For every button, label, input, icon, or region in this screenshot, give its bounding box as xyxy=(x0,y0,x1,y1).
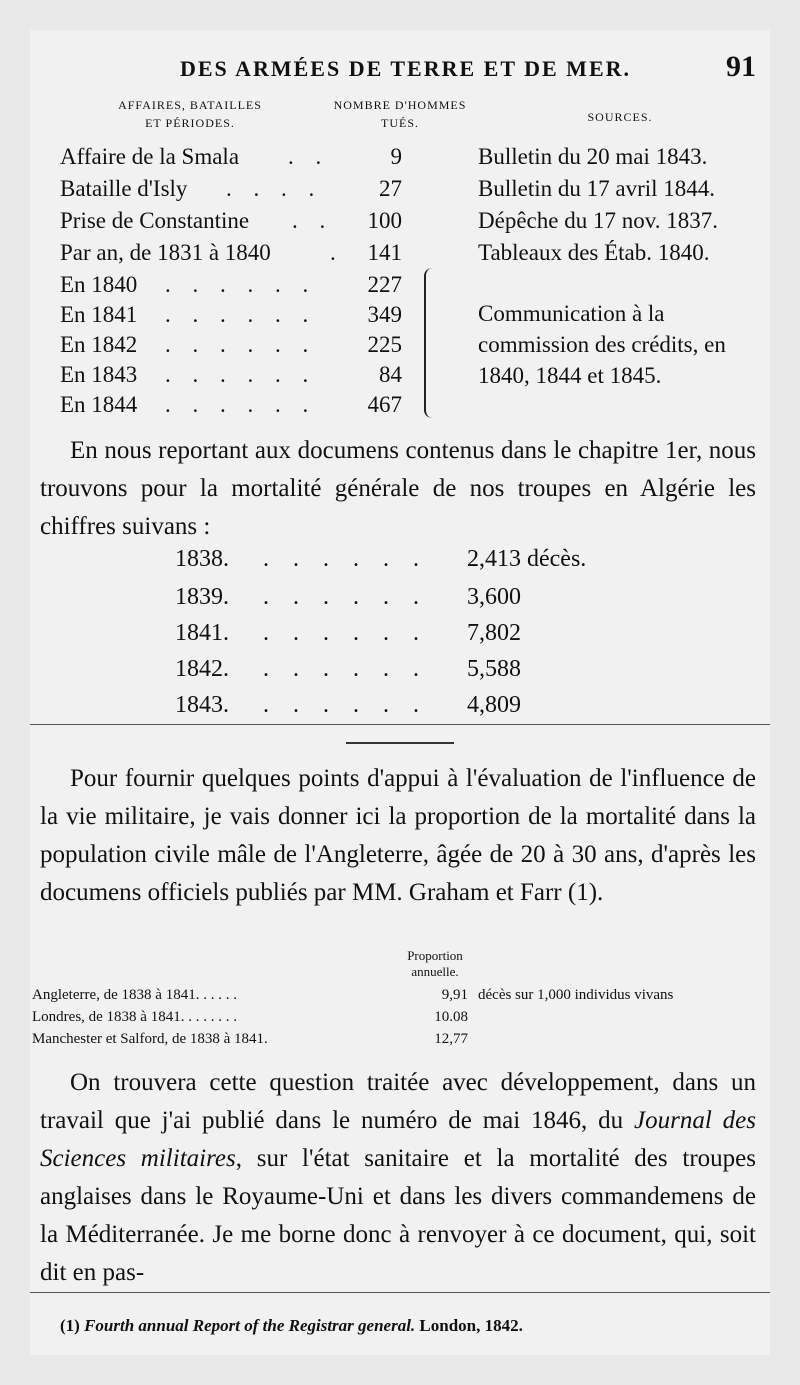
year-label: 1842. xyxy=(175,656,229,682)
table-row xyxy=(30,270,770,300)
table-row xyxy=(30,174,770,204)
col-heading-affaires xyxy=(100,96,280,132)
col-heading-sources: SOURCES. xyxy=(587,110,653,124)
short-divider xyxy=(346,742,454,744)
year-dots: . . . . . . xyxy=(263,620,428,646)
list-item xyxy=(175,690,595,720)
footnote-place-date: London, 1842. xyxy=(419,1316,523,1335)
row-value: 84 xyxy=(379,362,402,387)
row-label: Londres, de 1838 à 1841. . . . . . . . xyxy=(32,1009,237,1025)
row-label: Bataille d'Isly xyxy=(60,176,188,201)
year-label: 1841. xyxy=(175,620,229,646)
book-page xyxy=(30,30,770,1355)
row-dots: . . xyxy=(292,208,334,233)
year-dots: . . . . . . xyxy=(263,584,428,610)
table-row xyxy=(30,142,770,172)
running-title: DES ARMÉES DE TERRE ET DE MER. xyxy=(180,56,632,81)
year-dots: . . . . . . xyxy=(263,656,428,682)
running-header xyxy=(30,46,770,86)
row-label: Prise de Constantine xyxy=(60,208,250,233)
row-source: Tableaux des Étab. 1840. xyxy=(478,240,710,265)
row-dots: . xyxy=(330,240,344,265)
row-dots: . . . . . . xyxy=(165,272,317,297)
table-row xyxy=(30,206,770,236)
row-dots: . . . . . . xyxy=(165,362,317,387)
footnote xyxy=(60,1316,760,1336)
table-row xyxy=(32,1006,768,1028)
row-label: Par an, de 1831 à 1840 xyxy=(60,240,271,265)
year-label: 1843. xyxy=(175,692,229,718)
row-value: 100 xyxy=(367,208,402,233)
footnote-divider xyxy=(30,1292,770,1293)
row-value: 27 xyxy=(379,176,402,201)
year-value: 4,809 xyxy=(467,692,521,718)
year-value: 2,413 décès. xyxy=(467,546,587,572)
year-dots: . . . . . . xyxy=(263,692,428,718)
year-dots: . . . . . . xyxy=(263,546,428,572)
row-label: Manchester et Salford, de 1838 à 1841. xyxy=(32,1031,268,1047)
paragraph-text: Pour fournir quelques points d'appui à l'évaluation de l'influence de la vie militaire, je vais donner ici la proportion de la mortalité dans la population civile mâle de l'Angleterre, âgée de 20 à 30 ans, d'après les documens officiels publiés par MM. Graham et Farr (1). xyxy=(40,765,756,906)
row-value: 9,91 xyxy=(441,987,468,1003)
row-label: En 1842 xyxy=(60,332,138,357)
list-item xyxy=(175,582,595,612)
row-label: En 1843 xyxy=(60,362,138,387)
list-item xyxy=(175,544,595,574)
year-label: 1838. xyxy=(175,546,229,572)
row-value: 141 xyxy=(367,240,402,265)
year-value: 3,600 xyxy=(467,584,521,610)
col-heading-nombre-line1: NOMBRE D'HOMMES xyxy=(333,98,467,112)
row-value: 12,77 xyxy=(434,1031,468,1047)
row-value: 467 xyxy=(367,392,402,417)
journal-title: Journal des Sciences militaires xyxy=(40,1107,756,1172)
row-label: En 1840 xyxy=(60,272,138,297)
col-heading-affaires-line1: AFFAIRES, BATAILLES xyxy=(118,98,262,112)
row-dots: . . . . . . xyxy=(165,332,317,357)
table-row xyxy=(30,238,770,268)
grouping-brace xyxy=(424,268,440,418)
row-source: Dépêche du 17 nov. 1837. xyxy=(478,208,718,233)
paragraph-text: En nous reportant aux documens contenus dans le chapitre 1er, nous trouvons pour la mortalité générale de nos troupes en Algérie les chiffres suivans : xyxy=(40,437,756,540)
page-number: 91 xyxy=(726,50,756,83)
col-heading-nombre-line2: TUÉS. xyxy=(381,116,419,130)
row-dots: . . . . . . xyxy=(165,302,317,327)
row-value: 227 xyxy=(367,272,402,297)
row-label: Affaire de la Smala xyxy=(60,144,240,169)
paragraph-text: On trouvera cette question traitée avec développement, dans un travail que j'ai publié dans le numéro de mai 1846, du xyxy=(40,1069,756,1134)
divider xyxy=(30,724,770,725)
row-dots: . . . . xyxy=(226,176,323,201)
table-row xyxy=(32,1028,768,1050)
footnote-title: Fourth annual Report of the Registrar general. xyxy=(84,1316,416,1335)
row-value: 9 xyxy=(390,144,402,169)
table-row xyxy=(32,984,768,1006)
year-value: 5,588 xyxy=(467,656,521,682)
year-value: 7,802 xyxy=(467,620,521,646)
proportion-heading xyxy=(380,948,490,980)
row-label: En 1844 xyxy=(60,392,138,417)
proportion-heading-line2: annuelle. xyxy=(411,964,459,979)
row-value: 10.08 xyxy=(434,1009,468,1025)
row-value: 225 xyxy=(367,332,402,357)
row-dots: . . . . . . xyxy=(165,392,317,417)
table-row xyxy=(30,390,770,420)
paragraph-civil-mortality xyxy=(40,760,756,912)
paragraph-mortality-intro xyxy=(40,432,756,546)
year-label: 1839. xyxy=(175,584,229,610)
footnote-mark: (1) xyxy=(60,1316,80,1335)
row-label: Angleterre, de 1838 à 1841. . . . . . xyxy=(32,987,237,1003)
row-value: 349 xyxy=(367,302,402,327)
proportion-heading-line1: Proportion xyxy=(407,948,463,963)
list-item xyxy=(175,654,595,684)
row-label: En 1841 xyxy=(60,302,138,327)
col-heading-nombre xyxy=(320,96,480,132)
list-item xyxy=(175,618,595,648)
paragraph-text-cont: , sur l'état sanitaire et la mortalité des troupes anglaises dans le Royaume-Uni et dans les divers commandemens de la Méditerranée. Je me borne donc à renvoyer à ce document, qui, soit dit en pas- xyxy=(40,1145,756,1286)
row-source: Bulletin du 20 mai 1843. xyxy=(478,144,708,169)
row-note: décès sur 1,000 individus vivans xyxy=(478,987,674,1003)
row-source: Bulletin du 17 avril 1844. xyxy=(478,176,716,201)
brace-source-note: Communication à la commission des crédits, en 1840, 1844 et 1845. xyxy=(478,301,726,388)
row-dots: . . xyxy=(288,144,330,169)
paragraph-reference xyxy=(40,1064,756,1292)
col-heading-affaires-line2: ET PÉRIODES. xyxy=(145,116,235,130)
